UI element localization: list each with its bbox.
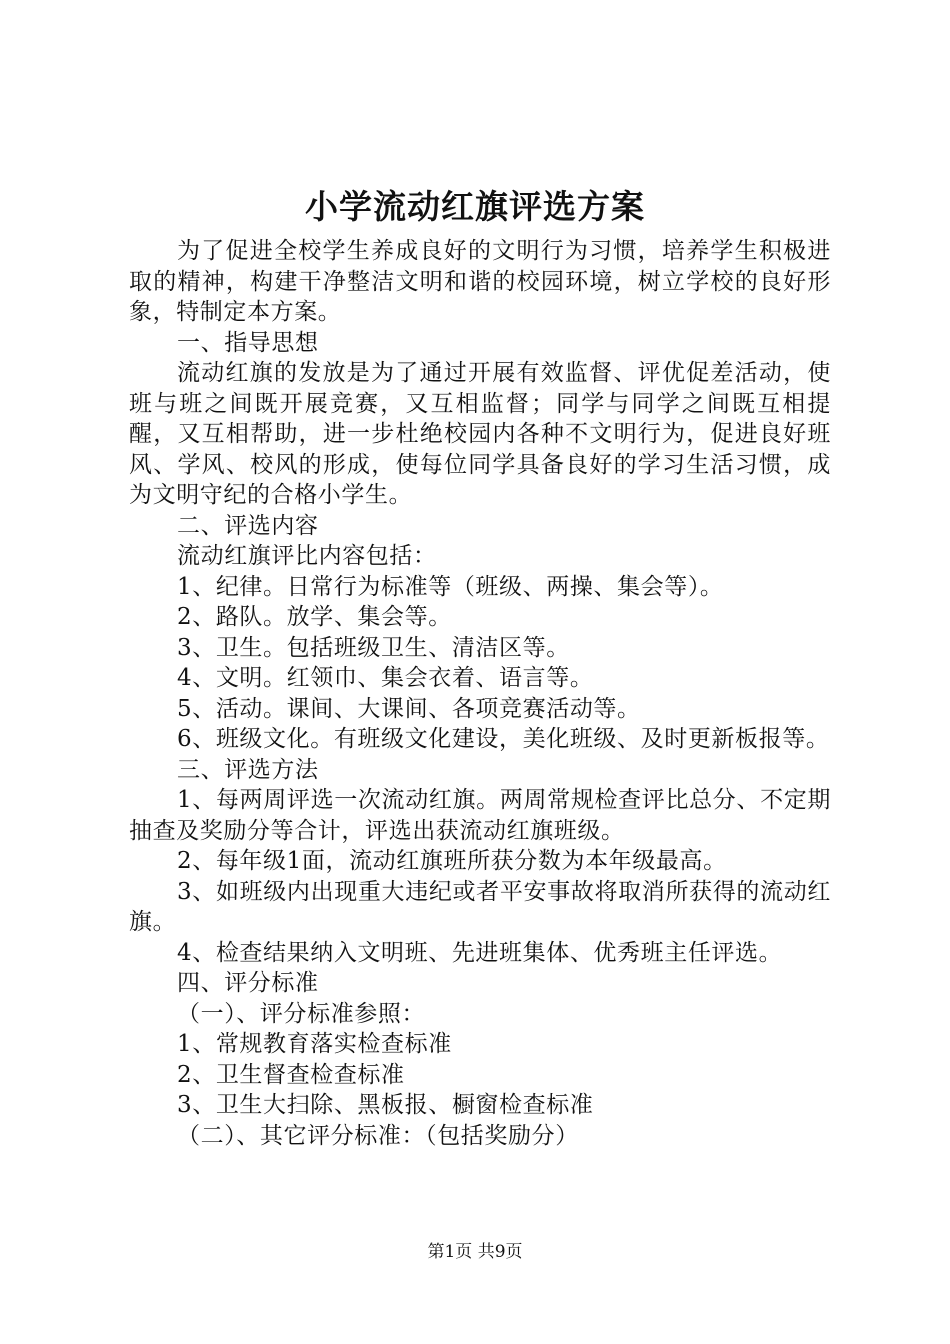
list-item: 1、纪律。日常行为标准等（班级、两操、集会等）。 (177, 573, 724, 600)
document-title: 小学流动红旗评选方案 (305, 187, 645, 226)
list-item: 6、班级文化。有班级文化建设，美化班级、及时更新板报等。 (177, 726, 830, 752)
section-heading-2: 二、评选内容 (177, 512, 319, 539)
list-item: 4、检查结果纳入文明班、先进班集体、优秀班主任评选。 (177, 939, 783, 966)
list-item: 1、每两周评选一次流动红旗。两周常规检查评比总分、不定期抽查及奖励分等合计，评选出获流动红旗班级。 (129, 787, 831, 844)
sub-heading: （一）、评分标准参照： (177, 1000, 426, 1027)
list-item: 5、活动。课间、大课间、各项竞赛活动等。 (177, 695, 641, 722)
list-item: 3、如班级内出现重大违纪或者平安事故将取消所获得的流动红旗。 (129, 878, 831, 935)
paragraph-guiding: 流动红旗的发放是为了通过开展有效监督、评优促差活动，使班与班之间既开展竞赛，又互相监督；同学与同学之间既互相提醒，又互相帮助，进一步杜绝校园内各种不文明行为，促进良好班风、学风、校风的形成，使每位同学具备良好的学习生活习惯，成为文明守纪的合格小学生。 (129, 360, 831, 508)
document-body (129, 236, 831, 1151)
section-heading-3: 三、评选方法 (177, 756, 319, 783)
list-item: 2、每年级1面，流动红旗班所获分数为本年级最高。 (177, 848, 727, 874)
paragraph-intro: 为了促进全校学生养成良好的文明行为习惯，培养学生积极进取的精神，构建干净整洁文明和谐的校园环境，树立学校的良好形象，特制定本方案。 (129, 238, 831, 325)
list-item: 3、卫生大扫除、黑板报、橱窗检查标准 (177, 1092, 594, 1118)
list-item: 3、卫生。包括班级卫生、清洁区等。 (177, 634, 570, 661)
sub-heading: （二）、其它评分标准：（包括奖励分） (177, 1122, 579, 1149)
paragraph: 流动红旗评比内容包括： (177, 543, 437, 569)
section-heading-4: 四、评分标准 (177, 970, 319, 996)
list-item: 2、路队。放学、集会等。 (177, 604, 452, 630)
page-footer: 第1页 共9页 (427, 1242, 523, 1262)
list-item: 4、文明。红领巾、集会衣着、语言等。 (177, 665, 594, 691)
section-heading-1: 一、指导思想 (177, 329, 319, 356)
list-item: 2、卫生督查检查标准 (177, 1061, 405, 1088)
list-item: 1、常规教育落实检查标准 (177, 1031, 452, 1057)
